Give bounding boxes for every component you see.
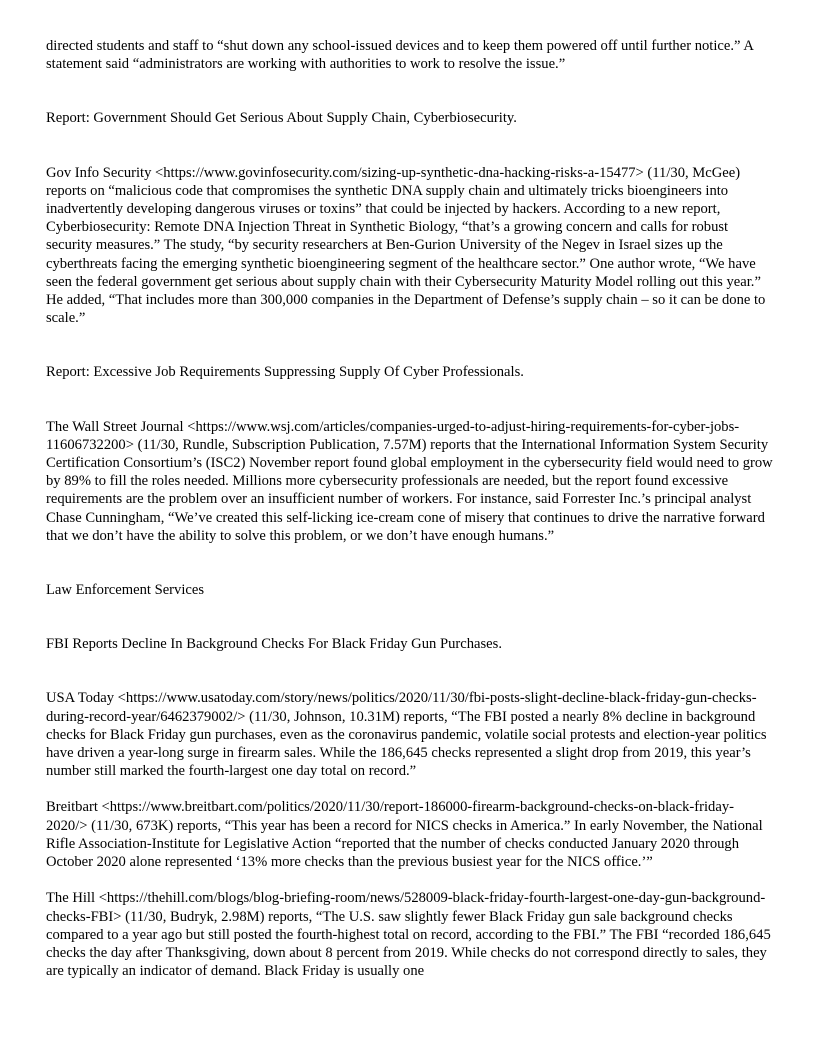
paragraph-the-hill: The Hill <https://thehill.com/blogs/blog-briefing-room/news/528009-black-friday-fourth-largest-one-day-gun-background-checks-FBI> (11/30, Budryk, 2.98M) reports, “The U.S. saw slightly fewer Black Friday gun sale background checks compared to a year ago but still posted the fourth-highest total on record, according to the FBI.” The FBI “recorded 186,645 checks the day after Thanksgiving, down about 8 percent from 2019. While checks do not correspond directly to sales, they are typically an indicator of demand. Black Friday is usually one: [46, 890, 771, 980]
document-page: [46, 37, 774, 980]
paragraph-wall-street-journal: The Wall Street Journal <https://www.wsj.com/articles/companies-urged-to-adjust-hiring-requirements-for-cyber-jobs-11606732200> (11/30, Rundle, Subscription Publication, 7.57M) reports that the International Information System Security Certification Consortium’s (ISC2) November report found global employment in the cybersecurity field would need to grow by 89% to fill the roles needed. Millions more cybersecurity professionals are needed, but the report found excessive requirements are the problem over an insufficient number of workers. For instance, said Forrester Inc.’s principal analyst Chase Cunningham, “We’ve created this self-licking ice-cream cone of misery that continues to drive the narrative forward that we don’t have the ability to solve this problem, or we don’t have enough humans.”: [46, 418, 773, 544]
paragraph-school-devices: directed students and staff to “shut down any school-issued devices and to keep them powered off until further notice.” A statement said “administrators are working with authorities to work to resolve the issue.”: [46, 38, 754, 73]
headline-supply-chain-cyberbiosecurity: Report: Government Should Get Serious About Supply Chain, Cyberbiosecurity.: [46, 110, 517, 127]
paragraph-usa-today: USA Today <https://www.usatoday.com/story/news/politics/2020/11/30/fbi-posts-slight-decline-black-friday-gun-checks-during-record-year/6462379002/> (11/30, Johnson, 10.31M) reports, “The FBI posted a nearly 8% decline in background checks for Black Friday gun purchases, even as the coronavirus pandemic, volatile social protests and election-year politics have driven a year-long surge in firearm sales. While the 186,645 checks represented a slight drop from 2019, this year’s number still marked the fourth-largest one day total on record.”: [46, 690, 767, 780]
paragraph-breitbart: Breitbart <https://www.breitbart.com/politics/2020/11/30/report-186000-firearm-background-checks-on-black-friday-2020/> (11/30, 673K) reports, “This year has been a record for NICS checks in America.” In early November, the National Rifle Association-Institute for Legislative Action “reported that the number of checks conducted January 2020 through October 2020 alone represented ‘13% more checks than the previous busiest year for the NICS office.’”: [46, 799, 763, 871]
section-heading-law-enforcement: Law Enforcement Services: [46, 582, 205, 599]
headline-excessive-job-requirements: Report: Excessive Job Requirements Suppressing Supply Of Cyber Professionals.: [46, 364, 524, 381]
paragraph-gov-info-security: Gov Info Security <https://www.govinfosecurity.com/sizing-up-synthetic-dna-hacking-risks-a-15477> (11/30, McGee) reports on “malicious code that compromises the synthetic DNA supply chain and ultimately tricks bioengineers into inadvertently developing dangerous viruses or toxins” that could be injected by hackers. According to a new report, Cyberbiosecurity: Remote DNA Injection Threat in Synthetic Biology, “that’s a growing concern and calls for robust security measures.” The study, “by security researchers at Ben-Gurion University of the Negev in Israel sizes up the cyberthreats facing the emerging synthetic bioengineering segment of the healthcare sector.” One author wrote, “We have seen the federal government get serious about supply chain with their Cybersecurity Maturity Model rolling out this year.” He added, “That includes more than 300,000 companies in the Department of Defense’s supply chain – so it can be done to scale.”: [46, 164, 766, 327]
headline-fbi-background-checks: FBI Reports Decline In Background Checks For Black Friday Gun Purchases.: [46, 636, 502, 653]
